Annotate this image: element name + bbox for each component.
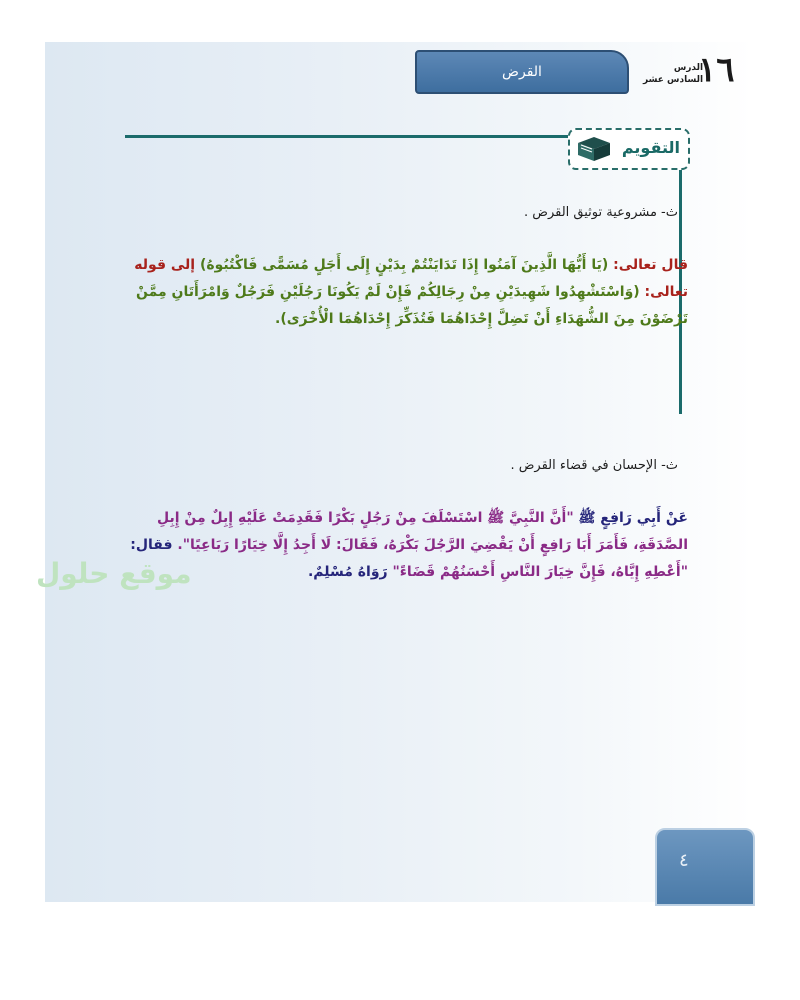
- lesson-meta: [643, 62, 703, 86]
- book-icon: [576, 133, 612, 163]
- section2-heading: ث- الإحسان في قضاء القرض .: [510, 458, 678, 473]
- site-watermark: موقع حلول: [36, 557, 192, 590]
- lesson-ordinal: السادس عشر: [643, 75, 704, 85]
- section2-text: [120, 505, 688, 586]
- page-number-tab: [655, 828, 755, 906]
- evaluation-badge: [568, 128, 690, 170]
- section1-seg-0: قال تعالى:: [608, 257, 688, 273]
- section1-text: [120, 252, 688, 333]
- lesson-title-tab: [415, 50, 629, 94]
- section2-seg-3: "أَعْطِهِ إِيَّاهُ، فَإِنَّ خِيَارَ النَّاسِ أَحْسَنُهُمْ قَضَاءً": [392, 564, 688, 580]
- page-number: ٤: [679, 850, 689, 871]
- lesson-word: الدرس: [673, 63, 704, 73]
- evaluation-label: التقويم: [621, 138, 680, 157]
- section2-seg-4: رَوَاهُ مُسْلِمٌ.: [307, 564, 393, 580]
- section2-seg-2: فقال:: [130, 537, 178, 553]
- section1-seg-2: إلى قوله تعالى:: [134, 257, 688, 300]
- section2-seg-0: عَنْ أَبِي رَافِعٍ ﷺ: [573, 510, 688, 526]
- section1-heading: ث- مشروعية توثيق القرض .: [523, 205, 678, 220]
- lesson-header: [415, 50, 745, 98]
- section1-seg-1: (يَا أَيُّهَا الَّذِينَ آمَنُوا إِذَا تَدَايَنْتُمْ بِدَيْنٍ إِلَى أَجَلٍ مُسَمًّى فَاكْتُبُوهُ): [199, 257, 609, 273]
- section1-seg-3: (وَاسْتَشْهِدُوا شَهِيدَيْنِ مِنْ رِجَالِكُمْ فَإِنْ لَمْ يَكُونَا رَجُلَيْنِ فَرَجُلٌ وَامْرَأَتَانِ مِمَّنْ تَرْضَوْنَ مِنَ الشُّهَدَاءِ أَنْ تَضِلَّ إِحْدَاهُمَا فَتُذَكِّرَ إِحْدَاهُمَا الْأُخْرَى).: [136, 284, 688, 327]
- section2-seg-1: "أَنَّ النَّبِيَّ ﷺ اسْتَسْلَفَ مِنْ رَجُلٍ بَكْرًا فَقَدِمَتْ عَلَيْهِ إِبِلٌ مِنْ إِبِلِ الصَّدَقَةِ، فَأَمَرَ أَبَا رَافِعٍ أَنْ يَقْضِيَ الرَّجُلَ بَكْرَهُ، فَقَالَ: لَا أَجِدُ إِلَّا خِيَارًا رَبَاعِيًا".: [156, 510, 688, 553]
- lesson-title: القرض: [502, 64, 542, 80]
- evaluation-divider: [125, 135, 580, 138]
- lesson-number: ١٦: [698, 50, 735, 90]
